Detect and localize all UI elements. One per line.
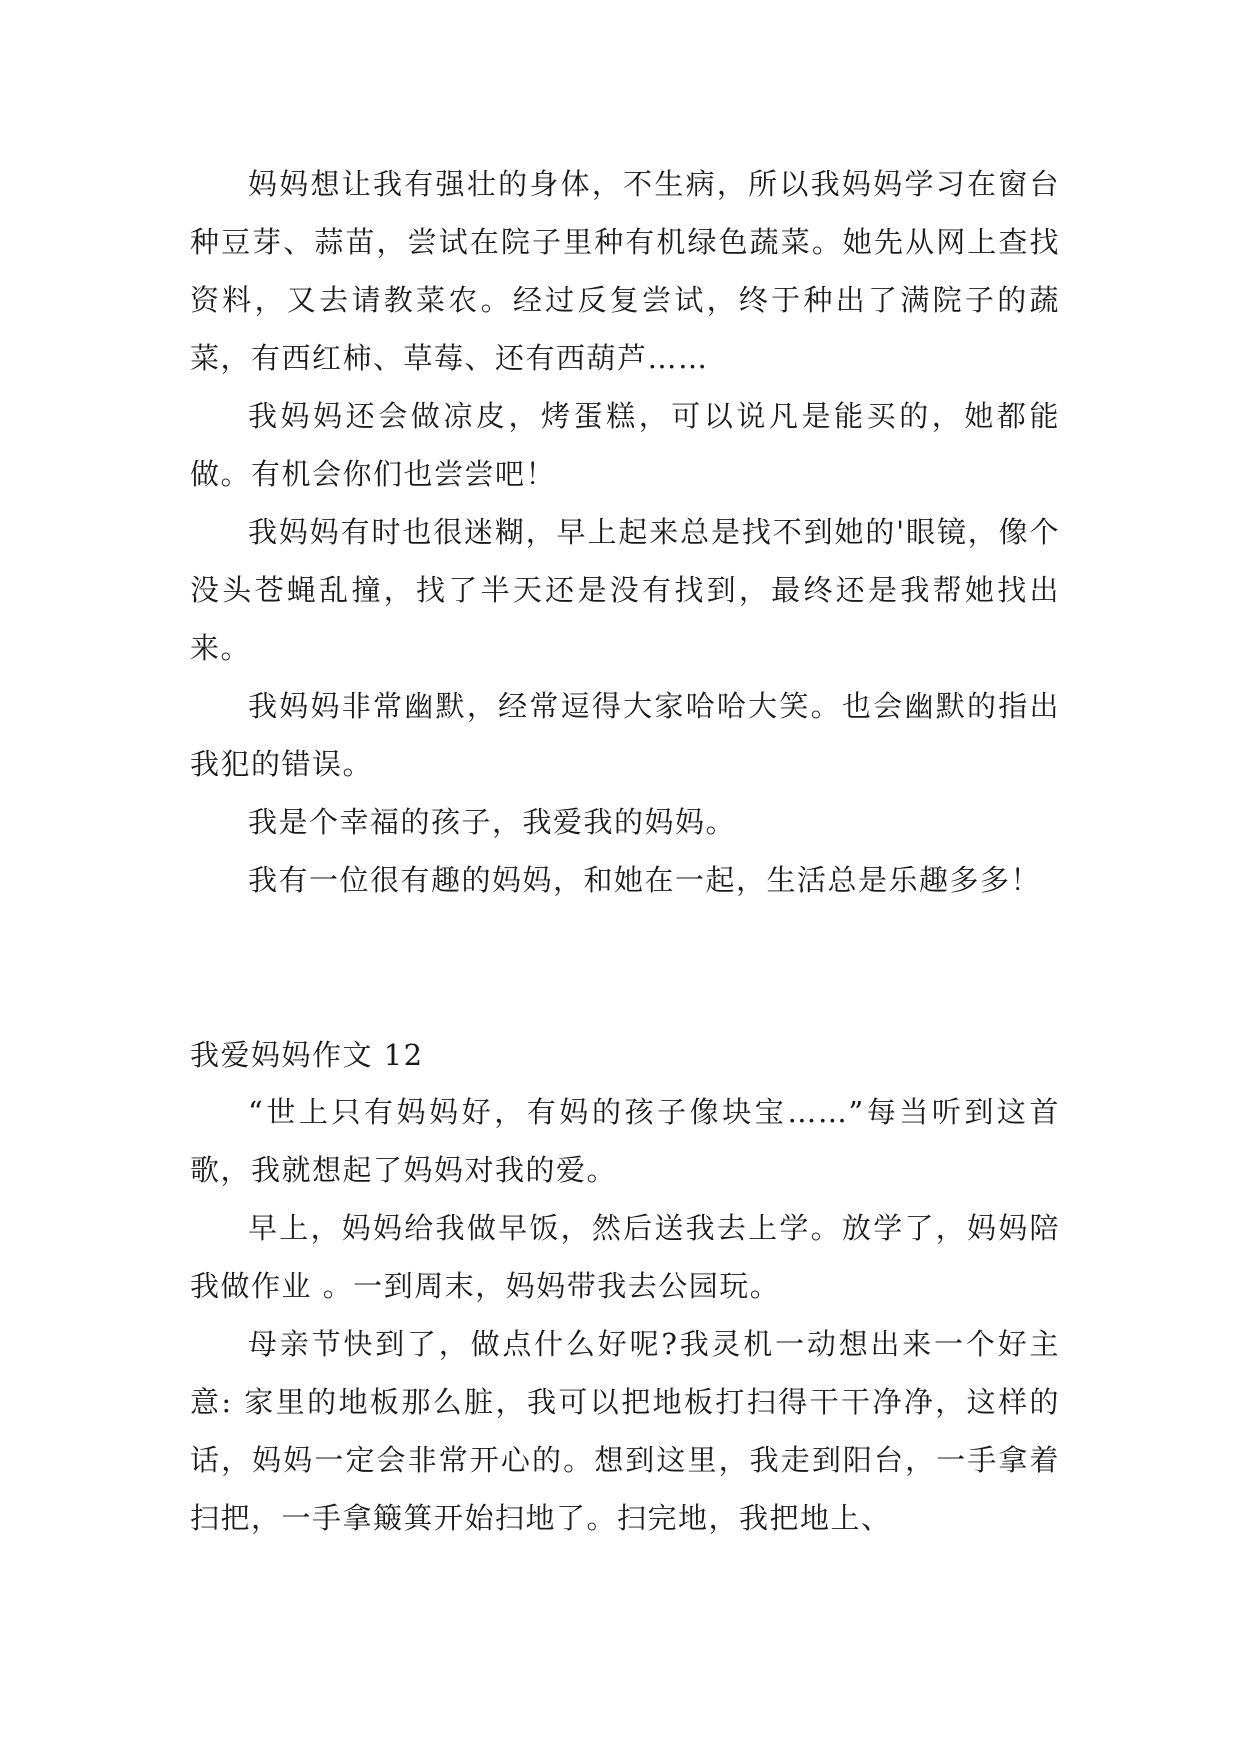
paragraph-cooking: 我妈妈还会做凉皮，烤蛋糕，可以说凡是能买的，她都能做。有机会你们也尝尝吧！ bbox=[190, 399, 1060, 491]
paragraph-song: “世上只有妈妈好，有妈的孩子像块宝……”每当听到这首歌，我就想起了妈妈对我的爱。 bbox=[190, 1095, 1060, 1187]
paragraph-humor: 我妈妈非常幽默，经常逗得大家哈哈大笑。也会幽默的指出我犯的错误。 bbox=[190, 689, 1060, 781]
paragraph-daily: 早上，妈妈给我做早饭，然后送我去上学。放学了，妈妈陪我做作业 。一到周末，妈妈带我去公园玩。 bbox=[190, 1211, 1060, 1303]
section-title: 我爱妈妈作文 12 bbox=[190, 1038, 424, 1072]
paragraph-fun-mom: 我有一位很有趣的妈妈，和她在一起，生活总是乐趣多多！ bbox=[248, 863, 1042, 897]
paragraph-glasses: 我妈妈有时也很迷糊，早上起来总是找不到她的'眼镜，像个没头苍蝇乱撞，找了半天还是没有找到，最终还是我帮她找出来。 bbox=[190, 515, 1060, 665]
paragraph-happy-child: 我是个幸福的孩子，我爱我的妈妈。 bbox=[248, 805, 737, 839]
paragraph-mothers-day: 母亲节快到了，做点什么好呢?我灵机一动想出来一个好主意: 家里的地板那么脏，我可以把地板打扫得干干净净，这样的话，妈妈一定会非常开心的。想到这里，我走到阳台，一手拿着扫把，一手拿簸箕开始扫地了。扫完地，我把地上、 bbox=[190, 1327, 1060, 1535]
paragraph-vegetables: 妈妈想让我有强壮的身体，不生病，所以我妈妈学习在窗台种豆芽、蒜苗，尝试在院子里种有机绿色蔬菜。她先从网上查找资料，又去请教菜农。经过反复尝试，终于种出了满院子的蔬菜，有西红柿、草莓、还有西葫芦…… bbox=[190, 167, 1060, 375]
